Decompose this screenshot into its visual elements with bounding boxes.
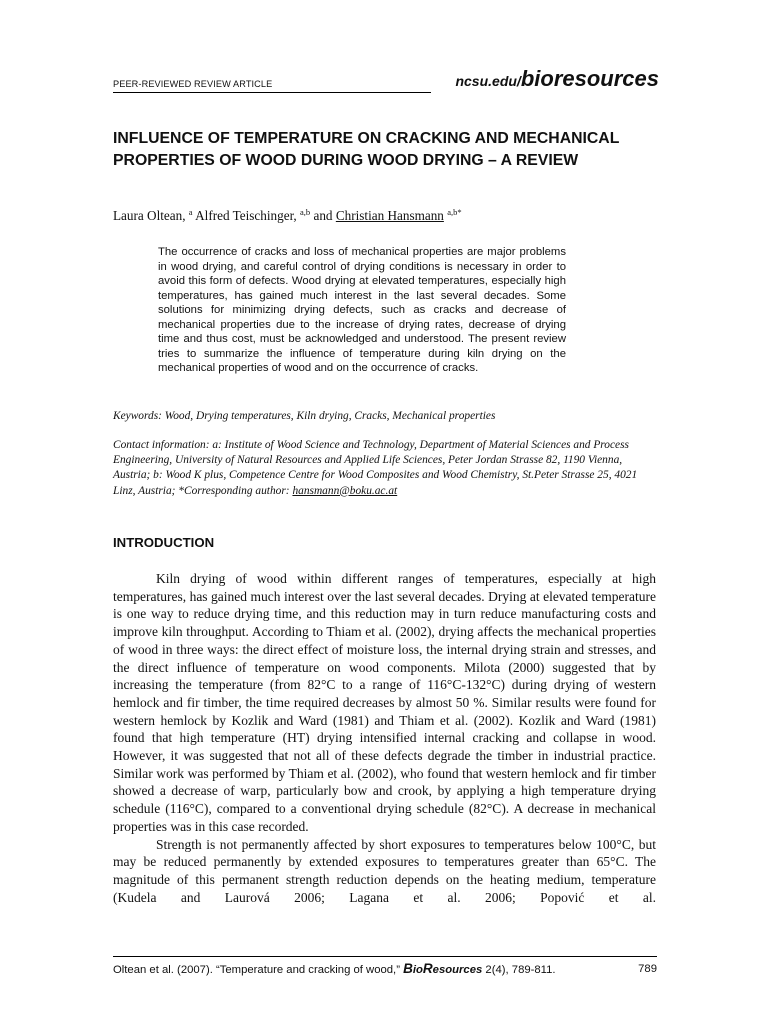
paper-title: INFLUENCE OF TEMPERATURE ON CRACKING AND MECHANICAL PROPERTIES OF WOOD DURING WOOD DRYING – A REVIEW — [113, 130, 620, 169]
site-domain: ncsu.edu/ — [455, 73, 521, 89]
author-affiliation: a,b* — [447, 207, 462, 217]
running-footer — [113, 961, 657, 979]
body-paragraph: Kiln drying of wood within different ranges of temperatures, especially at high temperatures, has gained much interest over the last several decades. Drying at elevated temperature is one way to reduce drying time, and this reduction may in turn reduce manufacturing costs and improve kiln throughput. According to Thiam et al. (2002), drying affects the mechanical properties of wood in three ways: the direct effect of moisture loss, the internal drying strain and stresses, and the direct influence of temperature on wood components. Milota (2000) suggested that by increasing the temperature (from 82°C to a range of 116°C-132°C) during drying of western hemlock and fir timber, the time required decreases by almost 50 %. Similar results were found for western hemlock by Kozlik and Ward (1981) and Thiam et al. (2002). Kozlik and Ward (1981) found that high temperature (HT) drying intensified internal cracking and collapse in wood. However, it was suggested that not all of these defects degrade the timber in industrial practice. Similar work was performed by Thiam et al. (2002), who found that western hemlock and fir timber showed a decrease of warp, particularly bow and crook, by applying a high temperature drying schedule (116°C), compared to a conventional drying schedule (82°C). A decrease in mechanical properties was in this case recorded. — [113, 571, 656, 834]
site-name: bioresources — [520, 66, 659, 91]
body-paragraph: Strength is not permanently affected by short exposures to temperatures below 100°C, but may be reduced permanently by extended exposures to temperatures greater than 65°C. The magnitude of this permanent strength reduction depends on the heating medium, temperature (Kudela and Laurová 2006; Lagana et al. 2006; Popović et al. — [113, 836, 656, 905]
running-header — [113, 66, 659, 94]
abstract: The occurrence of cracks and loss of mechanical properties are major problems in wood drying, and careful control of drying conditions is necessary in order to avoid this form of defects. Wood drying at elevated temperatures, especially high temperatures, has gained much interest in the last several decades. Some solutions for minimizing drying defects, such as cracks and decrease of mechanical properties due to the increase of drying rates, decrease of drying time and thus cost, must be acknowledged and understood. The present review tries to summarize the influence of temperature during kiln drying on the mechanical properties of wood and on the occurrence of cracks. — [158, 246, 566, 375]
author-affiliation: a,b — [300, 207, 311, 217]
introduction-body — [113, 570, 656, 906]
journal-name: BioResources — [403, 961, 483, 976]
contact-information — [113, 438, 661, 499]
journal-site-link[interactable] — [455, 66, 659, 92]
author-list: Laura Oltean, $^a$ Alfred Teischinger, $^{a,b}$ and Christian Hansmann $^{a,b*}$ — [113, 207, 462, 223]
citation-prefix: Oltean et al. (2007). “Temperature and cracking of wood,” — [113, 964, 404, 976]
corresponding-email-link[interactable]: hansmann@boku.ac.at — [292, 484, 398, 497]
section-heading-introduction: INTRODUCTION — [113, 535, 215, 550]
citation — [113, 961, 556, 978]
keywords: Keywords: Wood, Drying temperatures, Kiln drying, Cracks, Mechanical properties — [113, 410, 496, 422]
author-name: Alfred Teischinger, — [195, 208, 297, 223]
author-name: Laura Oltean, — [113, 208, 186, 223]
header-rule — [113, 92, 431, 93]
citation-suffix: 2(4), 789-811. — [482, 964, 556, 976]
corresponding-author-name: Christian Hansmann — [335, 208, 444, 223]
page-number: 789 — [638, 963, 657, 975]
footer-rule — [113, 956, 657, 957]
contact-text: Contact information: a: Institute of Wood Science and Technology, Department of Material Sciences and Process Engineering, University of Natural Resources and Applied Life Sciences, Peter Jordan Strasse 82, 1190 Vienna, Austria; b: Wood K plus, Competence Centre for Wood Composites and Wood Chemistry, St.Peter Strasse 25, 4021 Linz, Austria; *Corresponding author: — [113, 439, 638, 497]
article-type-label: PEER-REVIEWED REVIEW ARTICLE — [113, 79, 273, 89]
author-affiliation: a — [188, 207, 193, 217]
